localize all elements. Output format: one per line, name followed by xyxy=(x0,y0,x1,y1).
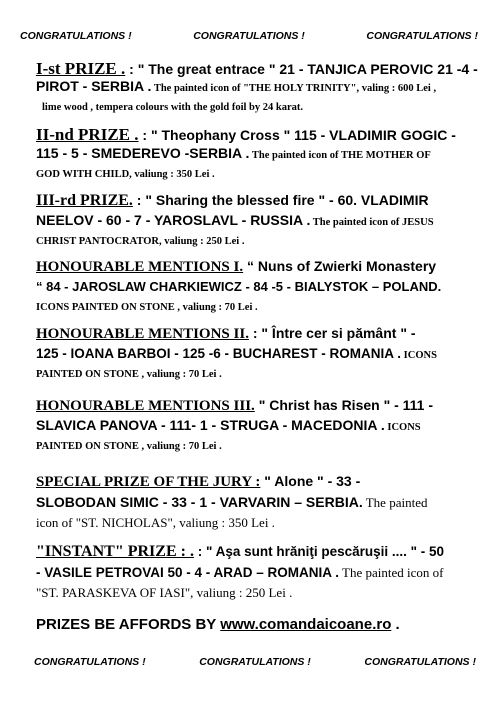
prize-title: " Theophany Cross " 115 - VLADIMIR GOGIC - xyxy=(150,127,456,143)
prize-winner: - VASILE PETROVAI 50 - 4 - ARAD – ROMANIA . xyxy=(36,565,340,580)
prize-winner: PIROT - SERBIA . xyxy=(36,78,152,94)
prize-title: Nuns of Zwierki Monastery xyxy=(257,258,437,274)
prize-separator: “ xyxy=(243,258,258,274)
sponsor-link[interactable]: www.comandaicoane.ro xyxy=(220,616,392,633)
prize-separator: : xyxy=(138,127,151,143)
prize-description: ICONS xyxy=(384,422,421,433)
prize-separator: : xyxy=(248,325,262,341)
footer-end: . xyxy=(391,616,400,633)
banner-text: CONGRATULATIONS ! xyxy=(366,30,478,42)
prize-heading: HONOURABLE MENTIONS III. xyxy=(36,398,255,414)
prize-winner: SLOBODAN SIMIC - 33 - 1 - VARVARIN – SERBIA. xyxy=(36,494,363,510)
banner-text: CONGRATULATIONS ! xyxy=(193,30,305,42)
prize-title: " Christ has Risen " - 111 - xyxy=(258,397,434,413)
prize-heading: I-st PRIZE . xyxy=(36,59,126,78)
prize-heading: HONOURABLE MENTIONS II. xyxy=(36,326,249,342)
prize-description: The painted icon of THE MOTHER OF xyxy=(249,150,431,161)
prize-description: ICONS PAINTED ON STONE , valiung : 70 Lei . xyxy=(36,302,258,313)
prize-2nd xyxy=(36,126,476,181)
bottom-congratulations-banner xyxy=(0,656,500,668)
honourable-mention-1 xyxy=(36,259,476,314)
prize-winner: SLAVICA PANOVA - 111- 1 - STRUGA - MACEDONIA . xyxy=(36,417,385,433)
prize-description: The painted xyxy=(362,495,428,510)
banner-text: CONGRATULATIONS ! xyxy=(199,656,311,668)
footer-text: PRIZES BE AFFORDS BY xyxy=(36,616,221,633)
banner-text: CONGRATULATIONS ! xyxy=(364,656,476,668)
prize-description: icon of "ST. NICHOLAS", valiung : 350 Lei . xyxy=(36,515,275,530)
prize-1st xyxy=(36,60,476,114)
prize-heading: II-nd PRIZE . xyxy=(36,125,139,144)
instant-prize xyxy=(36,544,476,601)
prize-title: " Aşa sunt hrăniţi pescăruşii .... " - 50 xyxy=(205,544,445,559)
prize-3rd xyxy=(36,193,476,248)
sponsor-footer xyxy=(36,617,476,633)
prize-title: " Sharing the blessed fire " - 60. VLADIMIR xyxy=(145,192,429,208)
prize-description: The painted icon of "THE HOLY TRINITY", valing : 600 Lei , xyxy=(151,83,437,94)
prize-winner: “ 84 - JAROSLAW CHARKIEWICZ - 84 -5 - BIALYSTOK – POLAND. xyxy=(36,279,442,294)
prize-title: " The great entrace " 21 - TANJICA PEROVIC 21 -4 - xyxy=(137,61,478,77)
prize-separator: : xyxy=(132,192,146,208)
prize-heading: SPECIAL PRIZE OF THE JURY : xyxy=(36,474,261,490)
banner-text: CONGRATULATIONS ! xyxy=(34,656,146,668)
prize-description: "ST. PARASKEVA OF IASI", valiung : 250 Lei . xyxy=(36,585,293,600)
prize-description: CHRIST PANTOCRATOR, valiung : 250 Lei . xyxy=(36,236,245,247)
prize-heading: HONOURABLE MENTIONS I. xyxy=(36,259,244,275)
top-congratulations-banner xyxy=(0,30,500,42)
honourable-mention-3 xyxy=(36,398,476,453)
prize-description: The painted icon of xyxy=(339,565,444,580)
prize-title: " Alone " - 33 - xyxy=(264,473,361,489)
prize-separator: : xyxy=(125,61,138,77)
special-prize-jury xyxy=(36,474,476,531)
prize-description: The painted icon of JESUS xyxy=(310,217,434,228)
prize-separator: : xyxy=(193,544,206,559)
prize-heading: "INSTANT" PRIZE : . xyxy=(36,543,194,560)
prize-description: ICONS xyxy=(401,350,437,361)
prize-title: " Între cer si pământ " - xyxy=(261,325,416,341)
prize-description: PAINTED ON STONE , valiung : 70 Lei . xyxy=(36,441,222,452)
honourable-mention-2 xyxy=(36,326,476,381)
prize-description: lime wood , tempera colours with the gold foil by 24 karat. xyxy=(42,102,304,113)
prize-description: GOD WITH CHILD, valiung : 350 Lei . xyxy=(36,169,215,180)
prize-description: PAINTED ON STONE , valiung : 70 Lei . xyxy=(36,369,222,380)
banner-text: CONGRATULATIONS ! xyxy=(20,30,132,42)
prize-winner: 115 - 5 - SMEDEREVO -SERBIA . xyxy=(36,145,250,161)
prize-heading: III-rd PRIZE. xyxy=(36,192,133,209)
prize-winner: 125 - IOANA BARBOI - 125 -6 - BUCHAREST - ROMANIA . xyxy=(36,346,402,361)
prize-winner: NEELOV - 60 - 7 - YAROSLAVL - RUSSIA . xyxy=(36,212,311,228)
